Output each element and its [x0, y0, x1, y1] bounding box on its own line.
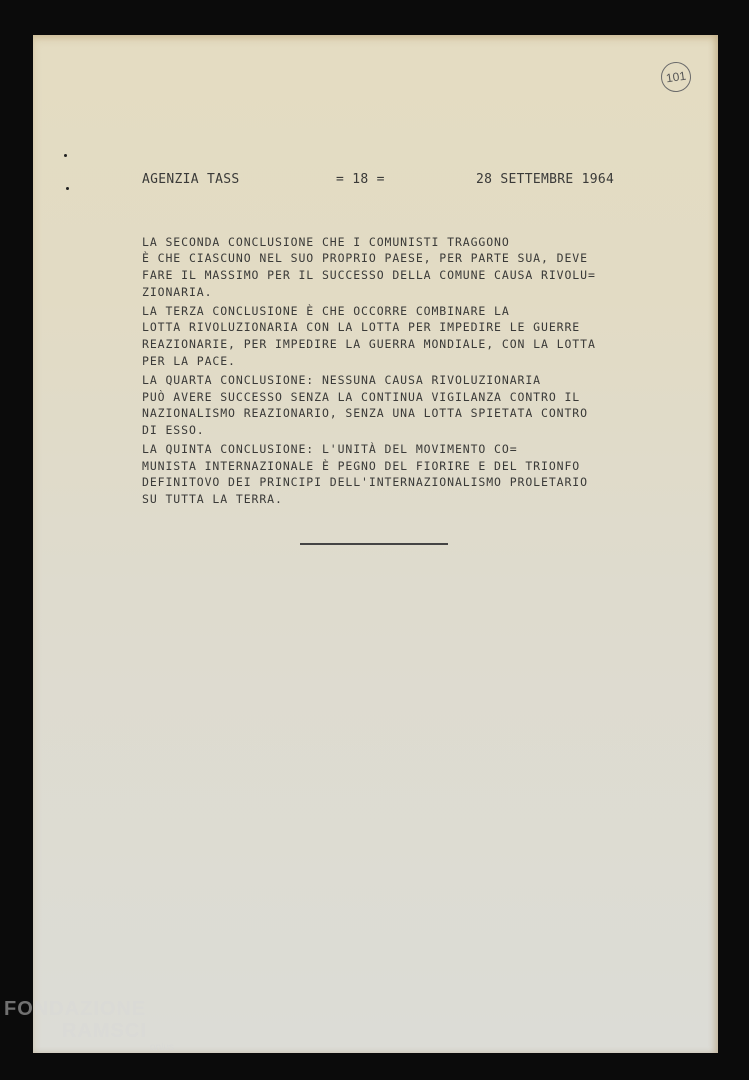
body-line: FARE IL MASSIMO PER IL SUCCESSO DELLA COMUNE CAUSA RIVOLU=: [142, 268, 596, 282]
body-line: DI ESSO.: [142, 423, 205, 437]
margin-speck: [66, 187, 69, 190]
closing-rule: [300, 543, 448, 545]
archive-watermark-logo: [4, 998, 174, 1054]
body-line: NAZIONALISMO REAZIONARIO, SENZA UNA LOTTA SPIETATA CONTRO: [142, 406, 588, 420]
body-line: LA TERZA CONCLUSIONE È CHE OCCORRE COMBINARE LA: [142, 304, 510, 318]
body-line: MUNISTA INTERNAZIONALE È PEGNO DEL FIORIRE E DEL TRIONFO: [142, 459, 581, 473]
body-line: REAZIONARIE, PER IMPEDIRE LA GUERRA MONDIALE, CON LA LOTTA: [142, 337, 596, 351]
folio-number-stamp: 101: [659, 60, 693, 94]
watermark-line-2: RAMSCI: [62, 1020, 147, 1042]
body-line: PER LA PACE.: [142, 354, 236, 368]
watermark-line-1: FONDAZIONE: [4, 998, 147, 1020]
margin-speck: [64, 154, 67, 157]
page-marker: = 18 =: [336, 172, 385, 187]
body-line: È CHE CIASCUNO NEL SUO PROPRIO PAESE, PER PARTE SUA, DEVE: [142, 251, 588, 265]
body-line: ZIONARIA.: [142, 285, 213, 299]
body-line: SU TUTTA LA TERRA.: [142, 492, 283, 506]
watermark-line-3: onlus: [150, 1042, 174, 1053]
body-line: PUÒ AVERE SUCCESSO SENZA LA CONTINUA VIGILANZA CONTRO IL: [142, 390, 581, 404]
body-line: DEFINITOVO DEI PRINCIPI DELL'INTERNAZIONALISMO PROLETARIO: [142, 475, 588, 489]
agency-name: AGENZIA TASS: [142, 172, 240, 187]
body-line: LA SECONDA CONCLUSIONE CHE I COMUNISTI TRAGGONO: [142, 235, 510, 249]
body-line: LA QUARTA CONCLUSIONE: NESSUNA CAUSA RIVOLUZIONARIA: [142, 373, 542, 387]
body-line: LA QUINTA CONCLUSIONE: L'UNITÀ DEL MOVIMENTO CO=: [142, 442, 518, 456]
body-line: LOTTA RIVOLUZIONARIA CON LA LOTTA PER IMPEDIRE LE GUERRE: [142, 320, 581, 334]
document-date: 28 SETTEMBRE 1964: [476, 172, 615, 187]
